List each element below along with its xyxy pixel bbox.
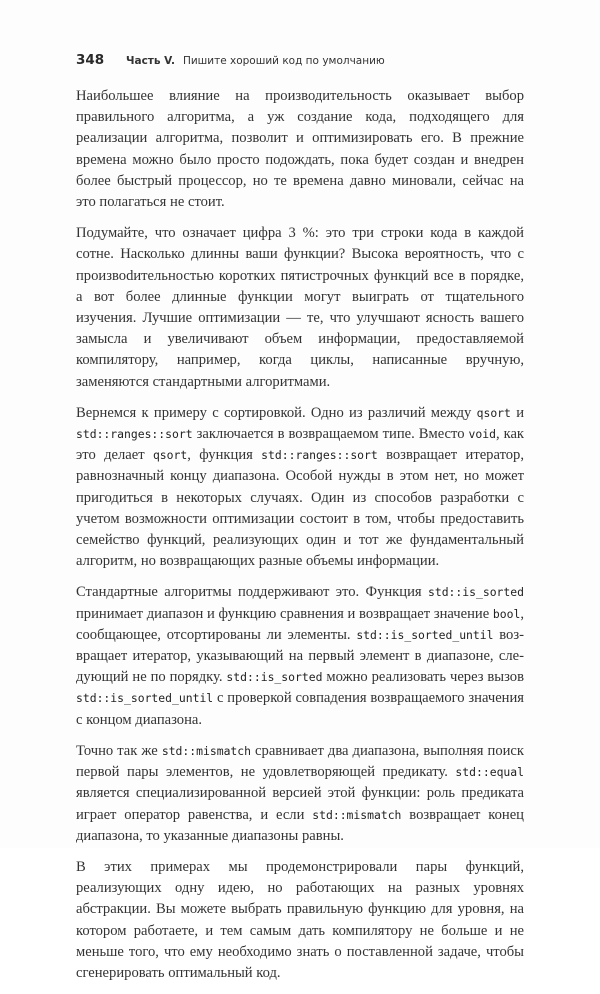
page-number: 348 xyxy=(76,52,105,68)
inline-code: qsort xyxy=(476,405,511,420)
text-run: , функция xyxy=(187,447,262,464)
text-run: с проверкой совпадения возвращаемого значения с концом диапазона. xyxy=(76,690,524,728)
paragraph xyxy=(76,403,524,573)
text-run: Наибольшее влияние на производительность оказывает выбор правильного алгоритма, а уж создание кода, подходящего для реализации алгоритма, позволит и оптимизировать его. В прежние времена можно было просто подождать, пока будет создан и внедрен более быстрый процессор, но те времена давно миновали, сейчас на это полагаться не стоит. xyxy=(76,88,524,211)
paragraph xyxy=(76,582,524,730)
inline-code: qsort xyxy=(152,448,188,463)
text-run: возвращает конец диапазона, то указанные диапазоны равны. xyxy=(76,806,524,844)
text-run: является специализированной версией этой функции: роль предиката играет оператор равенства, и если xyxy=(76,785,524,823)
paragraph xyxy=(76,741,524,847)
text-run: сравнивает два диапазона, выполняя поиск первой пары элементов, не удовлетворяющей предикату. xyxy=(76,742,524,781)
text-run: принимает диапазон и функцию сравнения и возвращает значение xyxy=(76,605,493,622)
part-label: Часть V. xyxy=(126,55,175,67)
inline-code: std::is_sorted_until xyxy=(356,627,494,642)
inline-code: void xyxy=(468,427,496,442)
inline-code: std::mismatch xyxy=(312,807,402,822)
text-run: и xyxy=(510,404,525,421)
inline-code: std::is_sorted xyxy=(226,670,323,685)
inline-code: std::is_sorted_until xyxy=(76,691,214,706)
paragraph xyxy=(76,857,524,984)
text-run: Стандартные алгоритмы поддерживают это. Функция xyxy=(76,584,428,601)
body-text xyxy=(76,86,524,994)
inline-code: std::mismatch xyxy=(161,743,251,758)
running-header xyxy=(76,52,536,72)
text-run: заключается в возвращаемом типе. Вместо xyxy=(192,426,469,443)
text-run: , сообщающее, отсортированы ли элементы. xyxy=(76,605,524,643)
paragraph xyxy=(76,223,524,393)
text-run: Вернемся к примеру с сортировкой. Одно из различий между xyxy=(76,404,477,421)
text-run: можно реализовать через вызов xyxy=(322,669,524,686)
part-title: Пишите хороший код по умолчанию xyxy=(182,55,385,67)
inline-code: std::equal xyxy=(455,765,524,780)
inline-code: std::ranges::sort xyxy=(261,448,378,463)
inline-code: std::is_sorted xyxy=(427,585,524,600)
text-run: , как это делает xyxy=(76,426,525,464)
text-run: В этих примерах мы продемонстрировали пары функций, реализующих одну идею, но работающих на разных уровнях абстракции. Вы можете выбрать правильную функцию для уровня, на котором работаете, и тем самым дать компилятору не больше и не меньше того, что ему необходимо знать о поставленной задаче, чтобы сгенерировать оптимальный код. xyxy=(76,858,524,981)
inline-code: bool xyxy=(492,606,521,621)
text-run: возвращает итератор, равнозначный концу диапазона. Особой нужды в этом нет, но может пригодиться в некоторых случаях. Один из способов разработки с учетом возможности оптимизации состоит в том, чтобы предоставить семейство функций, реализующих один и тот же фундаментальный алгоритм, но возвращающих разные объемы информации. xyxy=(76,447,525,570)
inline-code: std::ranges::sort xyxy=(76,427,193,442)
text-run: возвращает итератор, указывающий на первый элемент в диапазоне, следующий не по порядку. xyxy=(76,626,524,686)
text-run: Подумайте, что означает цифра 3 %: это три строки кода в каждой сотне. Насколько длинны ваши функции? Высока вероятность, что с произвоdительностью коротких пятистрочных функций все в порядке, а вот более длинные функции могут выиграть от тщательного изучения. Лучшие оптимизации — те, что улучшают ясность вашего замысла и увеличивают объем информации, предоставляемой компилятору, например, когда циклы, написанные вручную, заменяются стандартными алгоритмами. xyxy=(76,225,524,390)
text-run: Точно так же xyxy=(76,742,162,759)
paragraph xyxy=(76,86,524,213)
